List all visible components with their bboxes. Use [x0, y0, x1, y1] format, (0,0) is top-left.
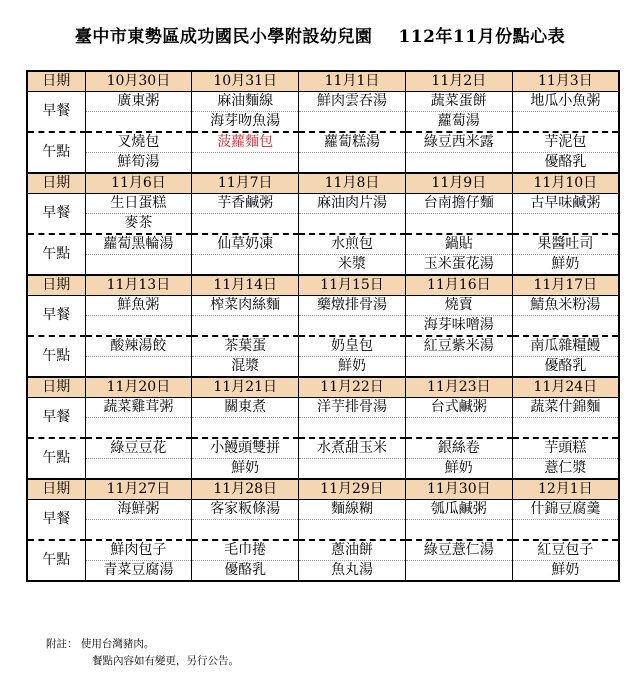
breakfast-item: 燒賣	[405, 296, 512, 316]
breakfast-item: 關東煮	[192, 398, 299, 418]
breakfast-item	[85, 316, 192, 337]
snack-row	[27, 255, 619, 276]
breakfast-item: 海芽味噌湯	[405, 316, 512, 337]
date-cell: 11月28日	[192, 479, 299, 500]
note-line-1: 使用台灣豬肉。	[80, 638, 155, 650]
breakfast-item: 麻油肉片湯	[299, 194, 406, 214]
breakfast-item: 蔬菜什錦麵	[512, 398, 619, 418]
snack-item: 綠豆薏仁湯	[405, 540, 512, 561]
snack-row	[27, 540, 619, 561]
breakfast-item	[192, 316, 299, 337]
breakfast-row	[27, 214, 619, 235]
date-label: 日期	[27, 377, 85, 398]
date-cell: 10月31日	[192, 71, 299, 92]
snack-label: 午點	[27, 540, 85, 581]
snack-item: 玉米蛋花湯	[405, 255, 512, 276]
breakfast-item: 古早味鹹粥	[512, 194, 619, 214]
breakfast-label: 早餐	[27, 92, 85, 133]
breakfast-item: 蔬菜雞茸粥	[85, 398, 192, 418]
date-row	[27, 479, 619, 500]
snack-item	[85, 357, 192, 378]
breakfast-item: 麵線糊	[299, 500, 406, 520]
breakfast-item: 麻油麵線	[192, 92, 299, 112]
breakfast-item: 麥茶	[85, 214, 192, 235]
breakfast-item	[192, 214, 299, 235]
snack-item	[405, 357, 512, 378]
snack-row	[27, 459, 619, 480]
breakfast-item: 客家粄條湯	[192, 500, 299, 520]
date-row	[27, 71, 619, 92]
snack-item	[192, 255, 299, 276]
breakfast-item: 鮮肉雲吞湯	[299, 92, 406, 112]
snack-item: 芋頭糕	[512, 438, 619, 459]
notes	[46, 636, 239, 670]
snack-label: 午點	[27, 438, 85, 479]
notes-prefix: 附註：	[46, 638, 78, 650]
snack-menu-table	[26, 70, 620, 582]
date-cell: 11月20日	[85, 377, 192, 398]
snack-item: 小饅頭雙拼	[192, 438, 299, 459]
snack-row	[27, 132, 619, 153]
breakfast-item: 洋芋排骨湯	[299, 398, 406, 418]
date-cell: 11月6日	[85, 173, 192, 194]
date-cell: 11月15日	[299, 275, 406, 296]
breakfast-item: 台南擔仔麵	[405, 194, 512, 214]
breakfast-item: 瓠瓜鹹粥	[405, 500, 512, 520]
breakfast-item	[512, 112, 619, 133]
breakfast-item	[512, 214, 619, 235]
snack-item: 茶葉蛋	[192, 336, 299, 357]
date-cell: 11月9日	[405, 173, 512, 194]
date-label: 日期	[27, 275, 85, 296]
snack-item: 薏仁漿	[512, 459, 619, 480]
breakfast-row	[27, 112, 619, 133]
snack-item: 菠蘿麵包	[192, 132, 299, 153]
date-cell: 11月30日	[405, 479, 512, 500]
breakfast-item: 榨菜肉絲麵	[192, 296, 299, 316]
snack-item: 蘿蔔糕湯	[299, 132, 406, 153]
snack-item: 叉燒包	[85, 132, 192, 153]
date-cell: 12月1日	[512, 479, 619, 500]
breakfast-row	[27, 316, 619, 337]
breakfast-item	[85, 418, 192, 439]
breakfast-row	[27, 500, 619, 520]
snack-item: 蘿蔔黑輪湯	[85, 234, 192, 255]
snack-item	[405, 153, 512, 174]
snack-item: 優酪乳	[512, 357, 619, 378]
date-label: 日期	[27, 479, 85, 500]
breakfast-item: 地瓜小魚粥	[512, 92, 619, 112]
snack-item: 紅豆包子	[512, 540, 619, 561]
snack-item: 紅豆紫米湯	[405, 336, 512, 357]
snack-item: 酸辣湯餃	[85, 336, 192, 357]
breakfast-row	[27, 520, 619, 541]
snack-item: 奶皇包	[299, 336, 406, 357]
snack-item: 綠豆豆花	[85, 438, 192, 459]
date-cell: 11月8日	[299, 173, 406, 194]
snack-row	[27, 438, 619, 459]
date-label: 日期	[27, 71, 85, 92]
breakfast-label: 早餐	[27, 194, 85, 235]
date-cell: 10月30日	[85, 71, 192, 92]
date-cell: 11月23日	[405, 377, 512, 398]
breakfast-item: 海芽吻魚湯	[192, 112, 299, 133]
breakfast-label: 早餐	[27, 398, 85, 439]
page-title	[0, 22, 640, 47]
date-cell: 11月10日	[512, 173, 619, 194]
snack-item: 水煮甜玉米	[299, 438, 406, 459]
breakfast-item	[192, 520, 299, 541]
snack-row	[27, 234, 619, 255]
snack-item: 蔥油餅	[299, 540, 406, 561]
breakfast-label: 早餐	[27, 500, 85, 541]
date-cell: 11月29日	[299, 479, 406, 500]
snack-item: 南瓜雜糧饅	[512, 336, 619, 357]
breakfast-item: 海鮮粥	[85, 500, 192, 520]
snack-item: 綠豆西米露	[405, 132, 512, 153]
snack-row	[27, 561, 619, 582]
snack-item: 鮮奶	[512, 561, 619, 582]
breakfast-item	[299, 316, 406, 337]
breakfast-item	[512, 520, 619, 541]
date-row	[27, 377, 619, 398]
date-cell: 11月1日	[299, 71, 406, 92]
breakfast-item	[512, 418, 619, 439]
snack-item: 水煎包	[299, 234, 406, 255]
date-cell: 11月17日	[512, 275, 619, 296]
breakfast-item: 芋香鹹粥	[192, 194, 299, 214]
date-row	[27, 173, 619, 194]
snack-item: 銀絲卷	[405, 438, 512, 459]
breakfast-item	[299, 418, 406, 439]
note-line-2: 餐點內容如有變更，另行公告。	[92, 655, 239, 667]
snack-item: 混漿	[192, 357, 299, 378]
snack-label: 午點	[27, 234, 85, 275]
date-cell: 11月24日	[512, 377, 619, 398]
snack-row	[27, 153, 619, 174]
breakfast-row	[27, 92, 619, 112]
school-name: 臺中市東勢區成功國民小學附設幼兒園	[74, 27, 373, 47]
snack-item: 優酪乳	[512, 153, 619, 174]
menu-month: 112年11月份點心表	[398, 27, 566, 47]
breakfast-item	[405, 520, 512, 541]
breakfast-row	[27, 296, 619, 316]
date-cell: 11月21日	[192, 377, 299, 398]
breakfast-item	[405, 214, 512, 235]
snack-item: 鮮奶	[192, 459, 299, 480]
snack-item: 魚丸湯	[299, 561, 406, 582]
date-label: 日期	[27, 173, 85, 194]
snack-item: 毛巾捲	[192, 540, 299, 561]
date-cell: 11月13日	[85, 275, 192, 296]
snack-row	[27, 336, 619, 357]
breakfast-item	[299, 112, 406, 133]
breakfast-item: 蔬菜蛋餅	[405, 92, 512, 112]
snack-item	[192, 153, 299, 174]
breakfast-item	[512, 316, 619, 337]
breakfast-item: 藥燉排骨湯	[299, 296, 406, 316]
snack-item	[299, 153, 406, 174]
snack-item	[405, 561, 512, 582]
snack-item: 青菜豆腐湯	[85, 561, 192, 582]
breakfast-item	[85, 112, 192, 133]
date-cell: 11月3日	[512, 71, 619, 92]
breakfast-label: 早餐	[27, 296, 85, 337]
breakfast-item: 鮮魚粥	[85, 296, 192, 316]
breakfast-row	[27, 398, 619, 418]
date-cell: 11月2日	[405, 71, 512, 92]
snack-item: 米漿	[299, 255, 406, 276]
breakfast-item: 蘿蔔湯	[405, 112, 512, 133]
snack-item: 鍋貼	[405, 234, 512, 255]
snack-item: 仙草奶凍	[192, 234, 299, 255]
breakfast-item	[85, 520, 192, 541]
snack-row	[27, 357, 619, 378]
snack-item	[299, 459, 406, 480]
breakfast-item	[299, 520, 406, 541]
breakfast-item: 什錦豆腐羹	[512, 500, 619, 520]
snack-item: 果醬吐司	[512, 234, 619, 255]
breakfast-item	[299, 214, 406, 235]
date-cell: 11月16日	[405, 275, 512, 296]
date-cell: 11月27日	[85, 479, 192, 500]
snack-item: 鮮筍湯	[85, 153, 192, 174]
breakfast-row	[27, 418, 619, 439]
snack-label: 午點	[27, 336, 85, 377]
snack-label: 午點	[27, 132, 85, 173]
snack-item: 鮮奶	[405, 459, 512, 480]
breakfast-item: 鯖魚米粉湯	[512, 296, 619, 316]
snack-item: 鮮肉包子	[85, 540, 192, 561]
breakfast-item	[192, 418, 299, 439]
snack-item: 優酪乳	[192, 561, 299, 582]
breakfast-item: 生日蛋糕	[85, 194, 192, 214]
snack-item	[85, 255, 192, 276]
breakfast-item	[405, 418, 512, 439]
snack-item: 芋泥包	[512, 132, 619, 153]
breakfast-row	[27, 194, 619, 214]
date-row	[27, 275, 619, 296]
date-cell: 11月7日	[192, 173, 299, 194]
snack-item: 鮮奶	[512, 255, 619, 276]
breakfast-item: 台式鹹粥	[405, 398, 512, 418]
date-cell: 11月14日	[192, 275, 299, 296]
date-cell: 11月22日	[299, 377, 406, 398]
breakfast-item: 廣東粥	[85, 92, 192, 112]
snack-item: 鮮奶	[299, 357, 406, 378]
snack-item	[85, 459, 192, 480]
